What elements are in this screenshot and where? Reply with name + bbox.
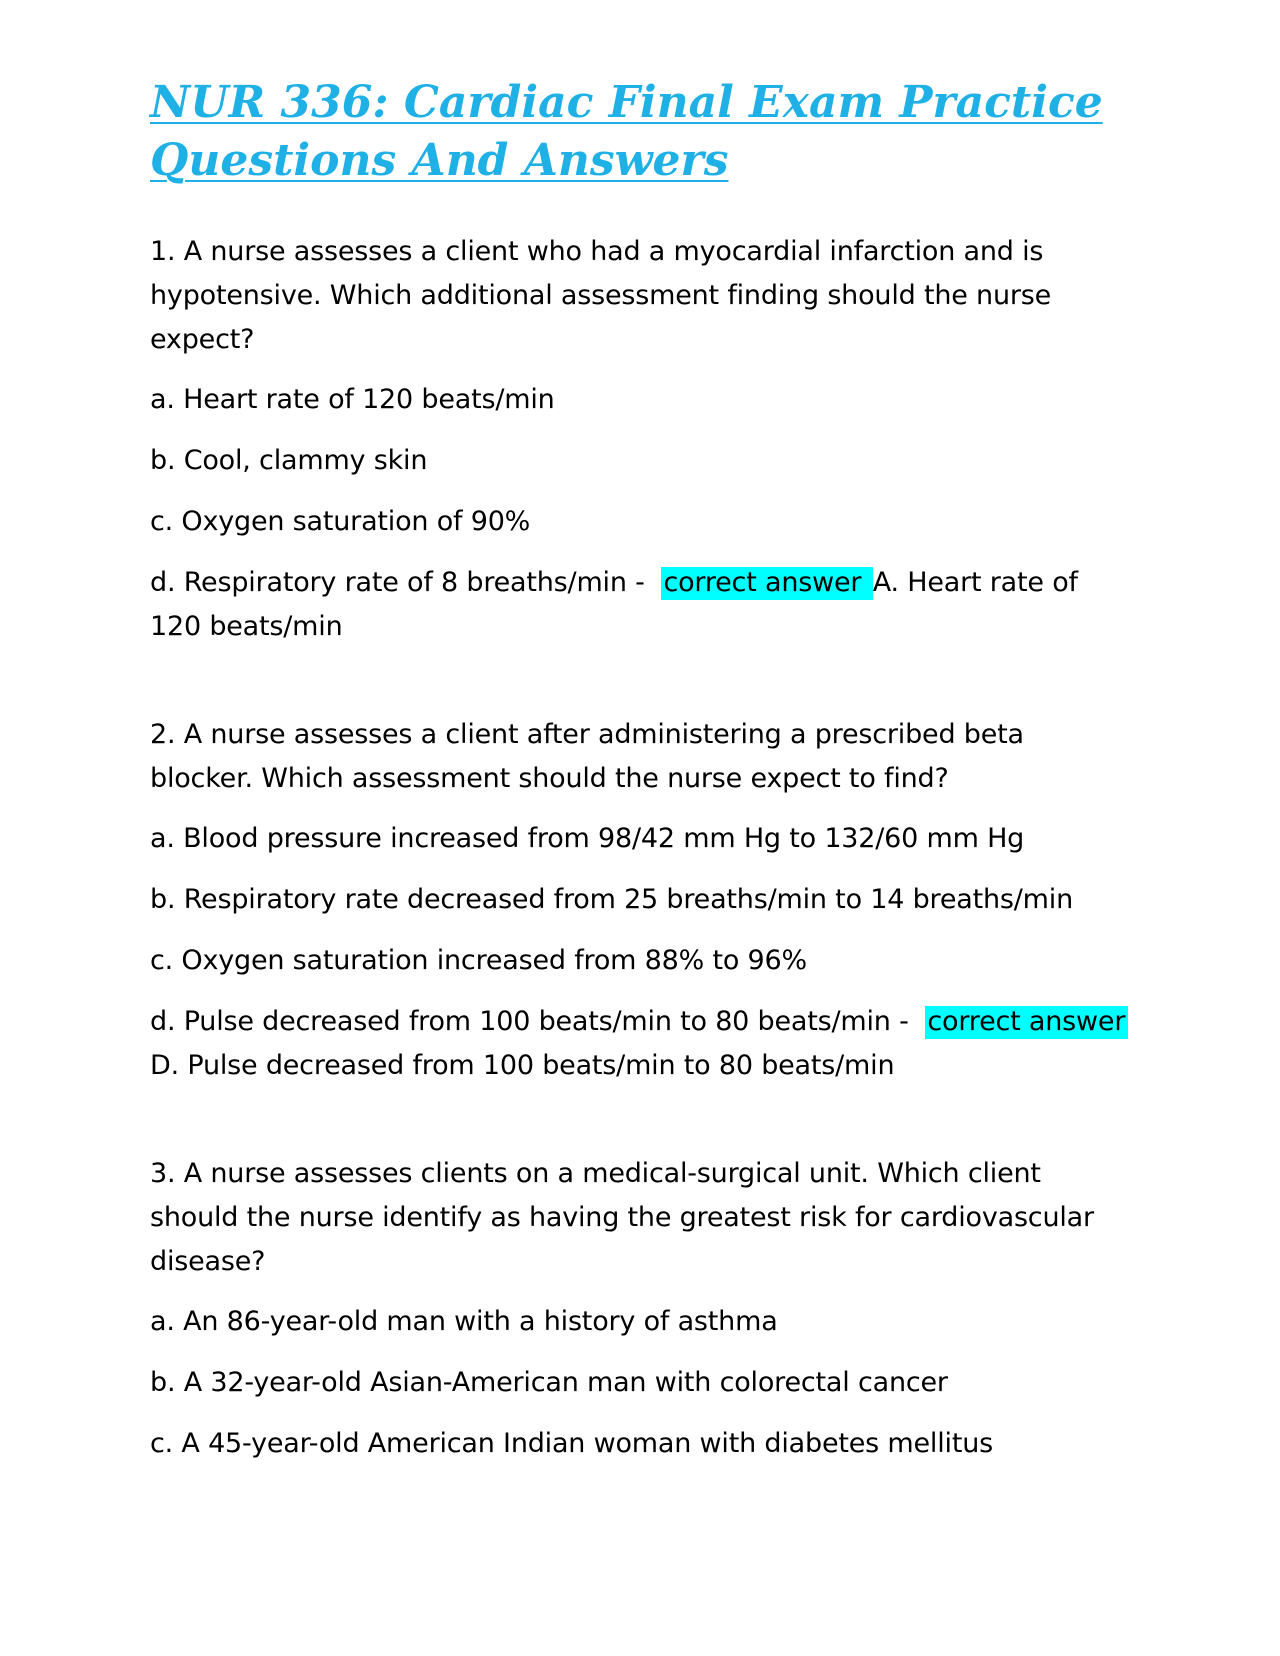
option-c: c. Oxygen saturation of 90% [150,506,531,537]
option-d-with-answer [150,561,1130,649]
question-stem: 1. A nurse assesses a client who had a myocardial infarction and is hypotensive. Which additional assessment finding should the nurse expect? [150,236,1052,355]
option-c: c. Oxygen saturation increased from 88% to 96% [150,945,807,976]
option-d: d. Respiratory rate of 8 breaths/min - [150,567,645,598]
correct-answer-text: D. Pulse decreased from 100 beats/min to 80 beats/min [150,1050,895,1081]
correct-answer-highlight: correct answer [661,567,872,600]
option-d: d. Pulse decreased from 100 beats/min to 80 beats/min - [150,1006,909,1037]
option-b: b. Respiratory rate decreased from 25 breaths/min to 14 breaths/min [150,884,1073,915]
question-3 [150,1152,1130,1466]
question-1 [150,230,1130,649]
question-stem: 2. A nurse assesses a client after administering a prescribed beta blocker. Which assessment should the nurse expect to find? [150,719,1024,794]
option-b: b. A 32-year-old Asian-American man with colorectal cancer [150,1367,948,1398]
document-title: NUR 336: Cardiac Final Exam Practice Questions And Answers [150,77,1103,186]
question-stem: 3. A nurse assesses clients on a medical-surgical unit. Which client should the nurse identify as having the greatest risk for cardiovascular disease? [150,1158,1094,1277]
option-b: b. Cool, clammy skin [150,445,428,476]
option-c: c. A 45-year-old American Indian woman with diabetes mellitus [150,1428,993,1459]
correct-answer-highlight: correct answer [925,1006,1128,1039]
question-2 [150,713,1130,1088]
correct-answer-text: A. Heart rate of 120 beats/min [150,567,1078,642]
option-a: a. Blood pressure increased from 98/42 mm Hg to 132/60 mm Hg [150,823,1025,854]
option-a: a. An 86-year-old man with a history of asthma [150,1306,778,1337]
option-d-with-answer [150,1000,1130,1088]
document-page [150,74,1130,1483]
option-a: a. Heart rate of 120 beats/min [150,384,555,415]
